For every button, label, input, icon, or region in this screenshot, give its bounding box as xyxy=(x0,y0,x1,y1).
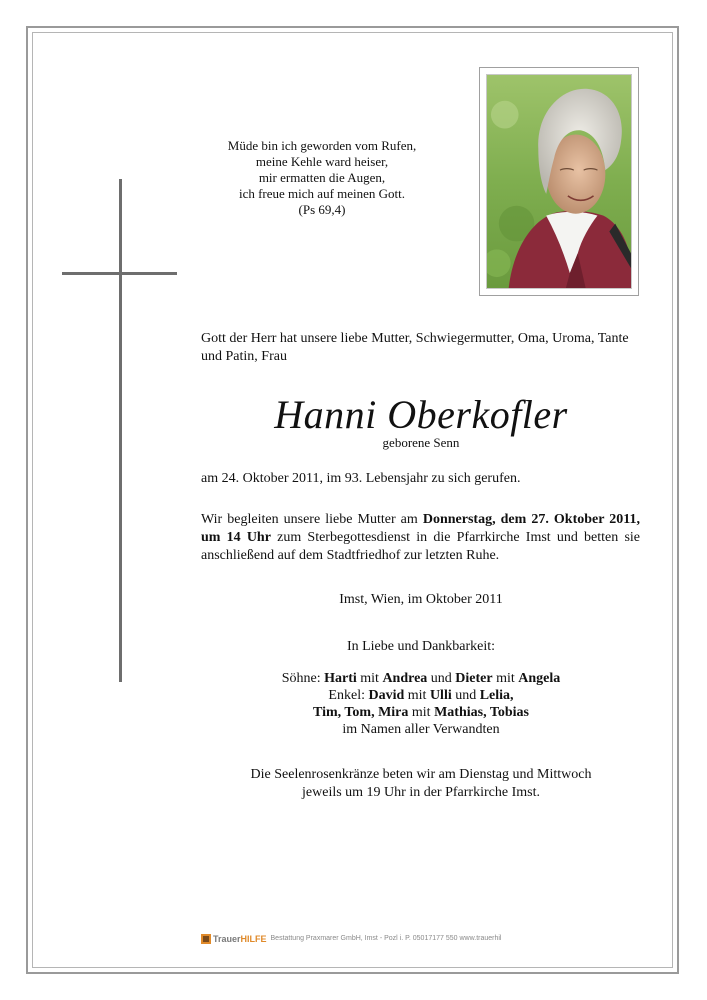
family-connector: und xyxy=(451,688,480,703)
family-sons-line xyxy=(201,670,641,687)
family-connector: mit xyxy=(404,688,430,703)
rosary-line: jeweils um 19 Uhr in der Pfarrkirche Imst. xyxy=(302,785,540,800)
portrait-photo xyxy=(486,74,632,289)
family-name: Lelia, xyxy=(479,688,514,703)
portrait-photo-frame xyxy=(479,67,639,296)
psalm-line: mir ermatten die Augen, xyxy=(258,170,386,185)
family-connector: mit xyxy=(408,705,435,720)
trauerhilfe-logo-icon xyxy=(201,934,211,944)
family-connector: mit xyxy=(492,671,519,686)
footer-brand: Trauer xyxy=(213,934,241,944)
death-date-text: am 24. Oktober 2011, im 93. Lebensjahr zu sich gerufen. xyxy=(201,471,521,486)
psalm-line: ich freue mich auf meinen Gott. xyxy=(238,186,406,201)
deceased-name: Hanni Oberkofler xyxy=(274,392,568,437)
family-name: Harti xyxy=(324,671,357,686)
psalm-reference: (Ps 69,4) xyxy=(298,202,346,217)
footer-imprint xyxy=(201,933,521,945)
closing-text: In Liebe und Dankbarkeit: xyxy=(346,639,496,654)
psalm-line: Müde bin ich geworden vom Rufen, xyxy=(227,138,417,153)
psalm-line: meine Kehle ward heiser, xyxy=(255,154,389,169)
cross-vertical-bar xyxy=(119,179,122,682)
birth-name: geborene Senn xyxy=(382,435,460,450)
family-name: Angela xyxy=(518,671,561,686)
cross-horizontal-bar xyxy=(62,272,177,275)
funeral-details xyxy=(201,511,640,565)
family-list xyxy=(201,670,641,738)
family-relatives-line: im Namen aller Verwandten xyxy=(342,722,500,737)
rosary-notice xyxy=(201,766,641,802)
family-connector: und xyxy=(427,671,456,686)
rosary-line: Die Seelenrosenkränze beten wir am Dienstag und Mittwoch xyxy=(250,767,592,782)
family-grandchildren-line xyxy=(201,687,641,704)
family-name: Tim, Tom, Mira xyxy=(312,705,409,720)
footer-brand-accent: HILFE xyxy=(240,934,267,944)
family-grandchildren-line-2 xyxy=(201,704,641,721)
intro-text: Gott der Herr hat unsere liebe Mutter, Schwiegermutter, Oma, Uroma, Tante und Patin, Frau xyxy=(201,331,629,364)
family-label: Enkel: xyxy=(328,688,369,703)
family-label: Söhne: xyxy=(281,671,325,686)
family-name: Mathias, Tobias xyxy=(434,705,530,720)
psalm-quote xyxy=(212,138,432,218)
funeral-text: zum Sterbegottesdienst in die Pfarrkirche Imst und betten sie anschließend auf dem Stadtfriedhof zur letzten Ruhe. xyxy=(201,530,640,563)
funeral-date: Donnerstag, dem 27. Oktober 2011, um 14 Uhr xyxy=(201,512,640,545)
family-name: Ulli xyxy=(429,688,452,703)
family-connector: mit xyxy=(356,671,383,686)
family-name: Andrea xyxy=(382,671,428,686)
footer-text: Bestattung Praxmarer GmbH, Imst - Pozl i. P. 05017177 550 www.trauerhil xyxy=(270,935,502,942)
place-date: Imst, Wien, im Oktober 2011 xyxy=(339,592,503,607)
funeral-text: Wir begleiten unsere liebe Mutter am xyxy=(201,512,423,527)
family-name: David xyxy=(368,688,405,703)
family-name: Dieter xyxy=(455,671,493,686)
